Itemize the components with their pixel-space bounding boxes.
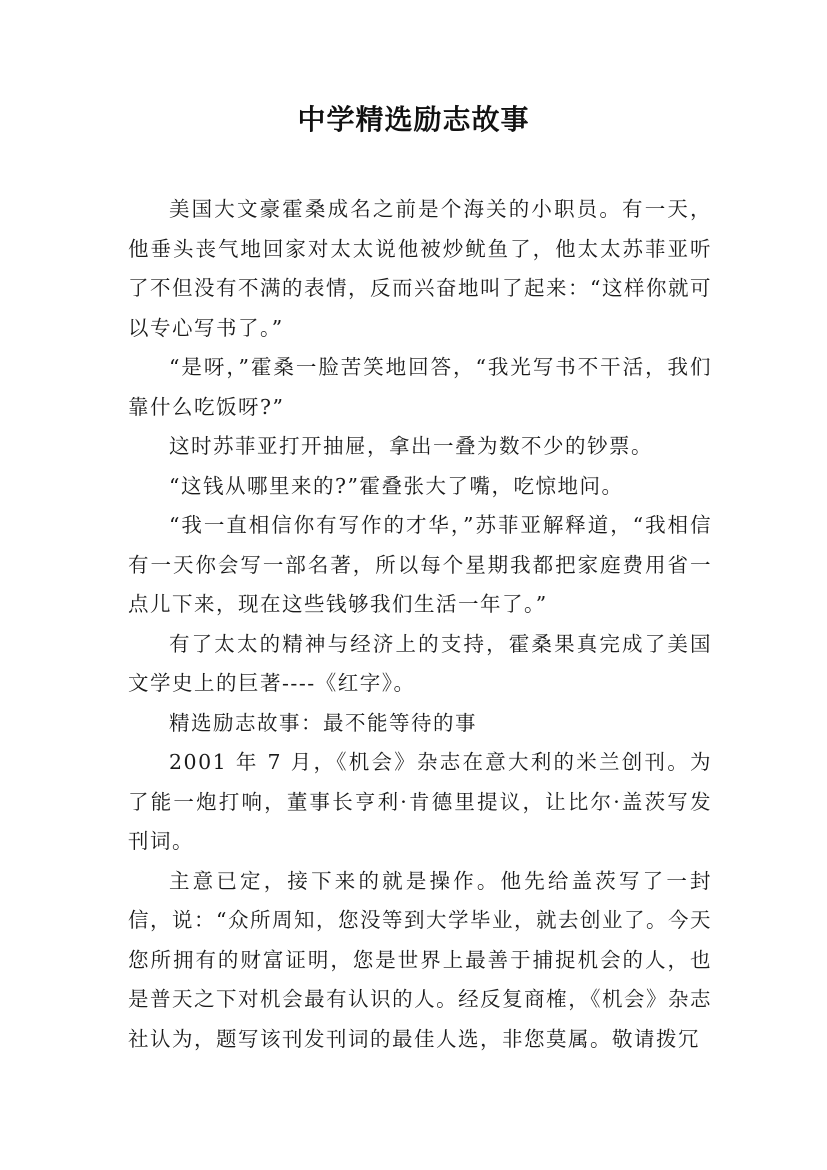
paragraph: 有了太太的精神与经济上的支持，霍桑果真完成了美国文学史上的巨著----《红字》。 bbox=[128, 631, 712, 695]
paragraph: 美国大文豪霍桑成名之前是个海关的小职员。有一天，他垂头丧气地回家对太太说他被炒鱿鱼了，他太太苏菲亚听了不但没有不满的表情，反而兴奋地叫了起来：“这样你就可以专心写书了。” bbox=[128, 197, 712, 340]
document-title: 中学精选励志故事 bbox=[297, 103, 530, 136]
section-heading: 精选励志故事：最不能等待的事 bbox=[169, 710, 477, 735]
document-body bbox=[128, 190, 712, 1059]
paragraph: 这时苏菲亚打开抽屉，拿出一叠为数不少的钞票。 bbox=[169, 434, 653, 458]
paragraph: “我一直相信你有写作的才华，”苏菲亚解释道，“我相信有一天你会写一部名著，所以每个星期我都把家庭费用省一点儿下来，现在这些钱够我们生活一年了。” bbox=[128, 513, 712, 616]
paragraph: “这钱从哪里来的?”霍叠张大了嘴，吃惊地问。 bbox=[169, 473, 624, 498]
paragraph: “是呀，”霍桑一脸苦笑地回答，“我光写书不干活，我们靠什么吃饭呀?” bbox=[128, 355, 712, 419]
paragraph: 2001 年 7 月，《机会》杂志在意大利的米兰创刊。为了能一炮打响，董事长亨利·肯德里提议，让比尔·盖茨写发刊词。 bbox=[128, 750, 712, 853]
paragraph: 主意已定，接下来的就是操作。他先给盖茨写了一封信，说：“众所周知，您没等到大学毕业，就去创业了。今天您所拥有的财富证明，您是世界上最善于捕捉机会的人，也是普天之下对机会最有认识的人。经反复商榷，《机会》杂志社认为，题写该刊发刊词的最佳人选，非您莫属。敬请拨冗 bbox=[128, 868, 712, 1051]
